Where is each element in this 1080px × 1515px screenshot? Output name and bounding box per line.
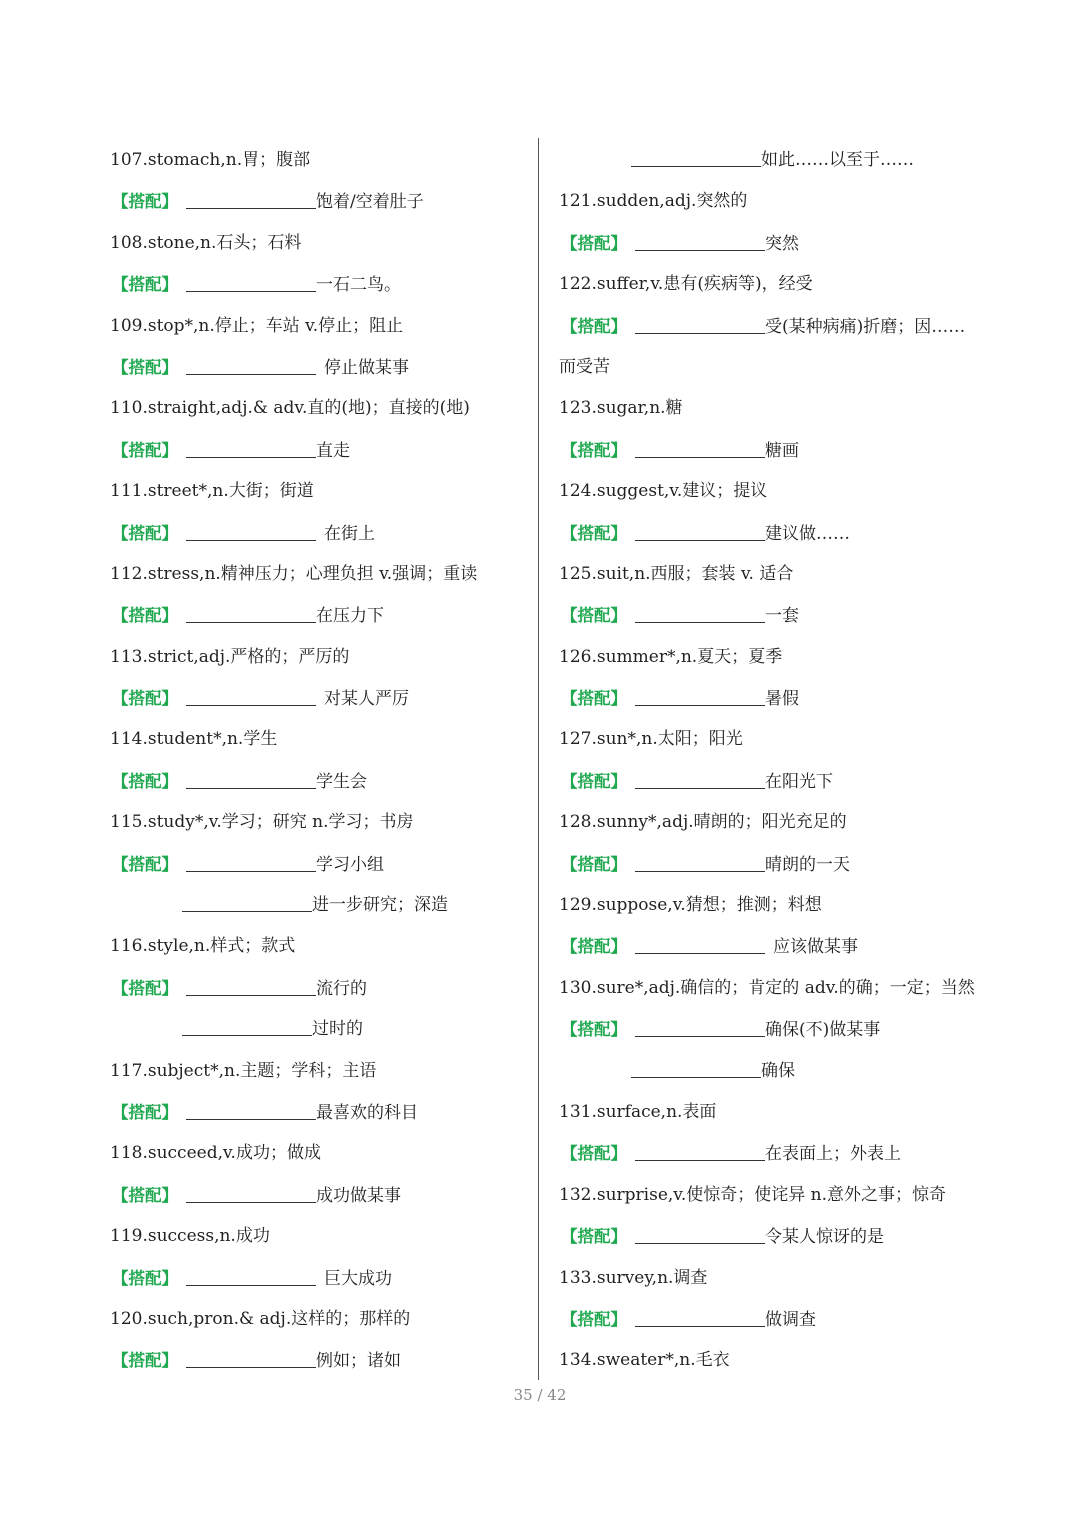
collocation-meaning: 在表面上；外表上 [765, 1144, 901, 1165]
collocation-line [110, 678, 530, 719]
fill-in-blank[interactable] [186, 358, 316, 375]
collocation-meaning: 在街上 [324, 523, 375, 544]
collocation-line [110, 264, 530, 305]
collocation-tag: 【搭配】 [561, 1144, 627, 1164]
collocation-continuation [110, 885, 530, 926]
fill-in-blank[interactable] [186, 1351, 316, 1368]
fill-in-blank[interactable] [635, 937, 765, 954]
vocab-entry: 123.sugar,n.糖 [559, 398, 683, 419]
vocab-entry: 126.summer*,n.夏天；夏季 [559, 646, 783, 667]
fill-in-blank[interactable] [186, 606, 316, 623]
collocation-meaning: 进一步研究；深造 [312, 895, 448, 916]
collocation-meaning: 突然 [765, 233, 799, 254]
fill-in-blank[interactable] [635, 689, 765, 706]
vocab-entry: 118.succeed,v.成功；做成 [110, 1143, 321, 1164]
collocation-line [559, 430, 979, 471]
collocation-meaning: 暑假 [765, 689, 799, 710]
collocation-meaning: 停止做某事 [324, 357, 409, 378]
collocation-line [110, 347, 530, 388]
collocation-tag: 【搭配】 [561, 771, 627, 791]
vocab-entry: 133.survey,n.调查 [559, 1267, 708, 1288]
fill-in-blank[interactable] [186, 1269, 316, 1286]
collocation-line [110, 1175, 530, 1216]
fill-in-blank[interactable] [186, 192, 316, 209]
fill-in-blank[interactable] [186, 1186, 316, 1203]
collocation-line [110, 181, 530, 222]
vocab-entry: 121.sudden,adj.突然的 [559, 191, 748, 212]
fill-in-blank[interactable] [635, 234, 765, 251]
fill-in-blank[interactable] [631, 1061, 761, 1078]
collocation-meaning: 应该做某事 [773, 937, 858, 958]
collocation-tag: 【搭配】 [561, 854, 627, 874]
collocation-tag: 【搭配】 [112, 275, 178, 295]
collocation-meaning: 饱着/空着肚子 [316, 192, 424, 213]
fill-in-blank[interactable] [635, 1020, 765, 1037]
fill-in-blank[interactable] [186, 441, 316, 458]
collocation-line [559, 678, 979, 719]
collocation-tag: 【搭配】 [112, 1351, 178, 1371]
vocab-entry: 127.sun*,n.太阳；阳光 [559, 729, 743, 750]
collocation-meaning: 最喜欢的科目 [316, 1102, 418, 1123]
vocab-entry: 129.suppose,v.猜想；推测；料想 [559, 895, 822, 916]
fill-in-blank[interactable] [635, 855, 765, 872]
fill-in-blank[interactable] [182, 895, 312, 912]
collocation-meaning: 学习小组 [316, 854, 384, 875]
collocation-meaning: 对某人严厉 [324, 689, 409, 710]
page-number: 35 / 42 [513, 1386, 567, 1404]
collocation-line [559, 306, 979, 347]
collocation-tag: 【搭配】 [561, 937, 627, 957]
vocab-entry: 111.street*,n.大街；街道 [110, 481, 314, 502]
collocation-tag: 【搭配】 [561, 1227, 627, 1247]
fill-in-blank[interactable] [186, 772, 316, 789]
collocation-line [110, 430, 530, 471]
vocab-entry: 114.student*,n.学生 [110, 729, 278, 750]
fill-in-blank[interactable] [186, 979, 316, 996]
collocation-meaning: 糖画 [765, 440, 799, 461]
collocation-continuation [559, 140, 979, 181]
collocation-tag: 【搭配】 [561, 523, 627, 543]
vocab-entry: 而受苦 [559, 356, 610, 377]
fill-in-blank[interactable] [186, 1103, 316, 1120]
collocation-tag: 【搭配】 [561, 606, 627, 626]
collocation-line [559, 1009, 979, 1050]
collocation-meaning: 确保 [761, 1060, 795, 1081]
vocab-entry: 125.suit,n.西服；套装 v. 适合 [559, 563, 794, 584]
collocation-line [110, 968, 530, 1009]
collocation-meaning: 成功做某事 [316, 1185, 401, 1206]
vocab-entry: 131.surface,n.表面 [559, 1101, 717, 1122]
collocation-meaning: 直走 [316, 440, 350, 461]
fill-in-blank[interactable] [186, 689, 316, 706]
collocation-tag: 【搭配】 [112, 771, 178, 791]
vocab-entry: 122.suffer,v.患有(疾病等)，经受 [559, 274, 813, 295]
vocab-entry: 116.style,n.样式；款式 [110, 936, 296, 957]
right-column [559, 140, 979, 1382]
fill-in-blank[interactable] [186, 855, 316, 872]
collocation-meaning: 晴朗的一天 [765, 854, 850, 875]
collocation-tag: 【搭配】 [112, 1268, 178, 1288]
collocation-line [559, 595, 979, 636]
collocation-tag: 【搭配】 [112, 357, 178, 377]
collocation-line [110, 1340, 530, 1381]
collocation-line [559, 223, 979, 264]
fill-in-blank[interactable] [635, 1144, 765, 1161]
vocab-entry: 128.sunny*,adj.晴朗的；阳光充足的 [559, 812, 847, 833]
collocation-meaning: 如此……以至于…… [761, 150, 914, 170]
collocation-line [559, 513, 979, 554]
collocation-meaning: 确保(不)做某事 [765, 1020, 881, 1041]
collocation-meaning: 一套 [765, 606, 799, 627]
vocab-entry: 132.surprise,v.使惊奇；使诧异 n.意外之事；惊奇 [559, 1184, 947, 1205]
collocation-tag: 【搭配】 [561, 1309, 627, 1329]
collocation-tag: 【搭配】 [112, 523, 178, 543]
collocation-tag: 【搭配】 [112, 1185, 178, 1205]
fill-in-blank[interactable] [635, 1310, 765, 1327]
collocation-meaning: 流行的 [316, 978, 367, 999]
vocab-entry: 115.study*,v.学习；研究 n.学习；书房 [110, 812, 414, 833]
vocab-entry: 109.stop*,n.停止；车站 v.停止；阻止 [110, 315, 404, 336]
fill-in-blank[interactable] [186, 524, 316, 541]
fill-in-blank[interactable] [182, 1019, 312, 1036]
fill-in-blank[interactable] [635, 772, 765, 789]
collocation-meaning: 例如；诸如 [316, 1351, 401, 1372]
collocation-continuation [559, 1051, 979, 1092]
vocab-entry: 134.sweater*,n.毛衣 [559, 1350, 730, 1371]
vocab-entry: 124.suggest,v.建议；提议 [559, 481, 768, 502]
vocab-entry: 112.stress,n.精神压力；心理负担 v.强调；重读 [110, 563, 478, 584]
collocation-meaning: 在阳光下 [765, 771, 833, 792]
column-divider [538, 138, 539, 1380]
collocation-tag: 【搭配】 [112, 606, 178, 626]
collocation-tag: 【搭配】 [561, 233, 627, 253]
collocation-meaning: 令某人惊讶的是 [765, 1227, 884, 1248]
collocation-meaning: 学生会 [316, 771, 367, 792]
vocab-entry: 110.straight,adj.& adv.直的(地)；直接的(地) [110, 398, 470, 419]
collocation-line [559, 1133, 979, 1174]
collocation-line [559, 1299, 979, 1340]
fill-in-blank[interactable] [635, 606, 765, 623]
fill-in-blank[interactable] [635, 317, 765, 334]
fill-in-blank[interactable] [186, 275, 316, 292]
vocab-entry: 108.stone,n.石头；石料 [110, 232, 302, 253]
collocation-tag: 【搭配】 [112, 854, 178, 874]
collocation-meaning: 做调查 [765, 1309, 816, 1330]
collocation-tag: 【搭配】 [561, 689, 627, 709]
collocation-line [559, 926, 979, 967]
collocation-tag: 【搭配】 [561, 316, 627, 336]
collocation-continuation [110, 1009, 530, 1050]
vocab-entry: 113.strict,adj.严格的；严厉的 [110, 646, 350, 667]
vocab-entry: 107.stomach,n.胃；腹部 [110, 150, 311, 170]
collocation-tag: 【搭配】 [112, 978, 178, 998]
collocation-line [559, 1216, 979, 1257]
collocation-line [559, 761, 979, 802]
collocation-tag: 【搭配】 [112, 192, 178, 212]
collocation-meaning: 在压力下 [316, 606, 384, 627]
collocation-line [110, 595, 530, 636]
collocation-tag: 【搭配】 [112, 440, 178, 460]
collocation-line [559, 844, 979, 885]
collocation-meaning: 建议做…… [765, 523, 850, 544]
collocation-tag: 【搭配】 [112, 689, 178, 709]
collocation-meaning: 过时的 [312, 1019, 363, 1040]
fill-in-blank[interactable] [631, 150, 761, 167]
left-column [110, 140, 530, 1382]
vocab-entry: 117.subject*,n.主题；学科；主语 [110, 1060, 377, 1081]
collocation-meaning: 巨大成功 [324, 1268, 392, 1289]
fill-in-blank[interactable] [635, 524, 765, 541]
vocab-entry: 130.sure*,adj.确信的；肯定的 adv.的确；一定；当然 [559, 977, 975, 998]
collocation-line [110, 761, 530, 802]
collocation-line [110, 844, 530, 885]
vocab-entry: 120.such,pron.& adj.这样的；那样的 [110, 1308, 411, 1329]
collocation-line [110, 513, 530, 554]
fill-in-blank[interactable] [635, 1227, 765, 1244]
fill-in-blank[interactable] [635, 441, 765, 458]
vocab-entry: 119.success,n.成功 [110, 1226, 270, 1247]
collocation-line [110, 1258, 530, 1299]
collocation-line [110, 1092, 530, 1133]
collocation-tag: 【搭配】 [112, 1102, 178, 1122]
collocation-meaning: 受(某种病痛)折磨；因…… [765, 316, 966, 337]
collocation-tag: 【搭配】 [561, 1020, 627, 1040]
collocation-tag: 【搭配】 [561, 440, 627, 460]
collocation-meaning: 一石二鸟。 [316, 275, 401, 296]
